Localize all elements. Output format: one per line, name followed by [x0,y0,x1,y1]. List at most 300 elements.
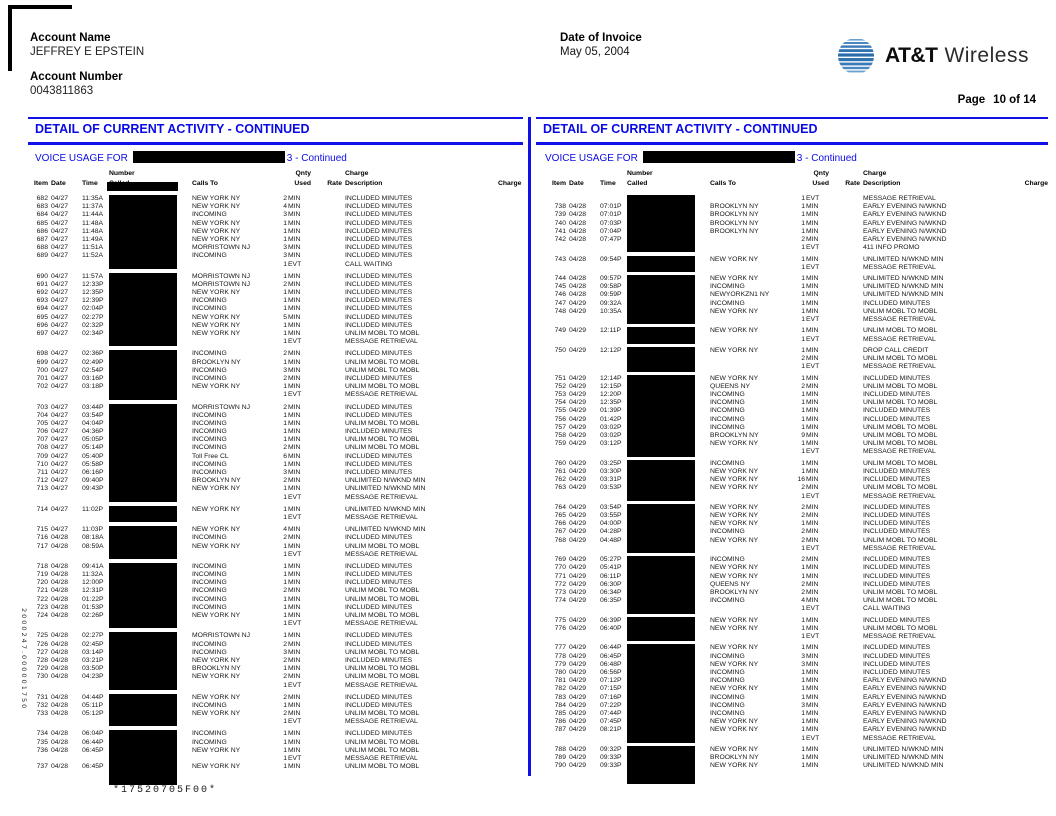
calls-to-cell [702,735,786,743]
rate-cell [832,504,860,512]
rate-cell [314,305,342,313]
number-called-redaction-bar [109,579,177,587]
calls-to-cell [184,494,268,502]
charge-description-cell: INCLUDED MINUTES [863,467,931,475]
rate-cell [832,195,860,203]
number-called-cell [109,453,181,461]
item-number-cell [28,338,48,346]
number-called-cell [109,665,181,673]
number-called-redaction-bar [109,526,177,534]
date-cell: 04/29 [569,572,587,580]
qty-unit: MIN [806,512,819,520]
rate-cell [832,694,860,702]
qty-value: 1 [801,203,805,211]
number-called-cell [109,604,181,612]
date-cell: 04/29 [569,346,587,354]
qty-used-cell [271,739,311,747]
call-record-row [28,359,520,367]
calls-to-cell: INCOMING [710,652,745,660]
date-cell: 04/27 [51,411,69,419]
header-description: Description [345,180,383,187]
call-record-continuation-row [546,264,1048,272]
charge-description-cell: MESSAGE RETRIEVAL [863,335,936,343]
qty-unit: MIN [806,355,819,363]
charge-cell [498,587,520,595]
call-record-row [546,589,1048,597]
number-called-redaction-bar [627,432,695,440]
qty-unit: MIN [806,685,819,693]
rate-cell [314,203,342,211]
date-cell: 04/28 [51,640,69,648]
charge-description-cell: MESSAGE RETRIEVAL [345,391,418,399]
number-called-cell [627,236,699,244]
call-record-row [546,762,1048,770]
charge-cell [498,330,520,338]
number-called-redaction-bar [109,453,177,461]
qty-unit: EVT [288,681,302,689]
qty-value: 1 [283,730,287,738]
number-called-cell [109,747,181,755]
calls-to-cell: INCOMING [192,587,227,595]
call-record-row [28,469,520,477]
qty-value: 3 [801,652,805,660]
qty-value: 4 [283,526,287,534]
calls-to-cell: INCOMING [192,640,227,648]
calls-to-cell [702,195,786,203]
rate-cell [314,469,342,477]
date-cell: 04/29 [569,307,587,315]
item-number-cell: 746 [554,291,566,299]
time-cell: 10:35A [600,307,622,315]
date-cell: 04/29 [569,597,587,605]
time-cell: 09:32A [600,299,622,307]
qty-unit: EVT [288,493,302,501]
call-record-row [28,444,520,452]
time-cell: 03:54P [600,503,622,511]
charge-description-cell: INCLUDED MINUTES [863,476,931,484]
number-called-redaction-bar [109,739,177,747]
number-called-cell [109,338,181,346]
call-record-row [28,322,520,330]
rate-cell [314,673,342,681]
qty-unit: MIN [288,534,301,542]
calls-to-cell: NEW YORK NY [192,330,241,337]
item-number-cell: 739 [554,211,566,219]
rate-cell [832,762,860,770]
qty-unit: MIN [806,423,819,431]
qty-unit: EVT [806,335,820,343]
call-record-row [28,604,520,612]
charge-cell [1016,448,1048,456]
rate-cell [832,644,860,652]
number-called-redaction-bar [109,477,177,485]
qty-value: 1 [283,330,287,337]
time-cell: 09:33P [600,762,622,770]
number-called-redaction-bar [109,195,177,203]
qty-used-cell [789,685,829,693]
calls-to-cell: INCOMING [192,571,227,579]
calls-to-cell: BROOKLYN NY [710,227,759,235]
charge-cell [1016,399,1048,407]
item-number-cell: 782 [554,685,566,693]
charge-cell [498,281,520,289]
charge-description-cell: INCLUDED MINUTES [345,579,413,587]
number-called-redaction-bar [109,236,177,244]
qty-value: 3 [801,701,805,709]
number-called-cell [109,702,181,710]
time-cell: 01:53P [82,603,104,611]
number-called-redaction-bar [627,416,695,424]
calls-to-cell: INCOMING [192,252,227,260]
qty-unit: EVT [806,544,820,552]
number-called-redaction-bar [109,244,177,252]
rate-cell [832,746,860,754]
qty-unit: MIN [806,407,819,415]
qty-value: 1 [801,709,805,717]
item-number-cell [546,363,566,371]
item-number-cell: 717 [36,542,48,550]
number-called-cell [627,754,699,762]
charge-cell [498,453,520,461]
date-cell: 04/27 [51,485,69,493]
date-cell: 04/28 [51,648,69,656]
date-cell: 04/27 [51,477,69,485]
call-record-row [28,702,520,710]
charge-description-cell: EARLY EVENING N/WKND [863,203,947,211]
number-called-redaction-bar [627,468,695,476]
qty-value: 1 [801,374,805,382]
charge-description-cell: INCLUDED MINUTES [863,580,931,588]
item-number-cell: 774 [554,597,566,605]
date-cell: 04/29 [569,520,587,528]
table-header-row2 [28,179,520,190]
qty-unit: EVT [288,338,302,346]
item-number-cell: 740 [554,219,566,227]
number-called-cell [627,355,699,363]
item-number-cell: 761 [554,467,566,475]
brand-wireless-text: Wireless [944,44,1029,67]
qty-used-cell [271,289,311,297]
time-cell: 06:11P [600,572,622,580]
date-cell: 04/27 [51,227,69,235]
number-called-redaction-bar [627,363,695,371]
charge-description-cell: INCLUDED MINUTES [345,428,413,436]
qty-used-cell [789,363,829,371]
qty-used-cell [789,432,829,440]
time-cell [600,363,624,371]
phone-number-redaction-bar [643,151,795,163]
calls-to-cell: INCOMING [710,459,745,467]
qty-unit: MIN [288,297,301,305]
number-called-redaction-bar [109,506,177,514]
time-cell: 12:15P [600,382,622,390]
qty-value: 5 [283,313,287,321]
call-record-row [28,763,520,771]
call-record-row [546,669,1048,677]
qty-used-cell [271,718,311,726]
item-number-cell: 762 [554,476,566,484]
number-called-cell [109,220,181,228]
qty-used-cell [789,726,829,734]
item-number-cell: 745 [554,283,566,291]
time-cell: 02:32P [82,321,104,329]
qty-used-cell [271,587,311,595]
charge-cell [1016,677,1048,685]
time-cell [600,264,624,272]
rate-cell [314,420,342,428]
qty-unit: MIN [806,652,819,660]
qty-used-cell [789,746,829,754]
qty-unit: MIN [806,440,819,448]
calls-to-cell: NEW YORK NY [192,526,241,534]
call-record-continuation-row [546,336,1048,344]
qty-unit: MIN [288,648,301,656]
time-cell: 05:41P [600,564,622,572]
date-cell: 04/27 [51,444,69,452]
charge-cell [498,305,520,313]
charge-cell [498,367,520,375]
date-cell: 04/29 [569,399,587,407]
number-called-redaction-bar [109,673,177,681]
number-called-cell [627,211,699,219]
call-record-row [546,564,1048,572]
number-called-redaction-bar [109,747,177,755]
number-called-cell [627,528,699,536]
charge-cell [1016,308,1048,316]
qty-unit: MIN [806,726,819,734]
time-cell [82,338,106,346]
date-cell: 04/28 [569,255,587,263]
date-cell: 04/27 [51,330,69,337]
qty-value: 16 [797,476,805,484]
charge-description-cell: INCLUDED MINUTES [345,562,413,570]
time-cell: 09:32P [600,745,622,753]
number-called-redaction-bar [627,735,695,743]
number-called-cell [627,685,699,693]
call-record-continuation-row [28,718,520,726]
call-record-row [28,203,520,211]
rate-cell [832,283,860,291]
number-called-redaction-bar [109,412,177,420]
qty-unit: MIN [806,572,819,580]
calls-to-cell: INCOMING [192,595,227,603]
number-called-redaction-bar [627,327,695,335]
qty-value: 1 [801,195,805,202]
item-number-cell [28,718,48,726]
charge-cell [498,338,520,346]
qty-value: 2 [283,640,287,648]
item-number-cell: 693 [36,297,48,305]
call-record-row [28,506,520,514]
number-called-cell [627,605,699,613]
charge-description-cell: INCLUDED MINUTES [345,460,413,468]
time-cell: 07:22P [600,701,622,709]
calls-to-cell: NEW YORK NY [192,693,241,701]
qty-used-cell [789,476,829,484]
time-cell: 11:03P [82,526,104,534]
table-header-row1 [28,169,520,179]
calls-to-cell: MORRISTOWN NJ [192,280,251,288]
qty-used-cell [271,453,311,461]
number-called-cell [627,228,699,236]
item-number-cell: 741 [554,227,566,235]
qty-value: 3 [283,244,287,252]
calls-to-cell [702,493,786,501]
calls-to-cell [702,264,786,272]
qty-value: 1 [283,571,287,579]
qty-used-cell [789,468,829,476]
number-called-redaction-bar [627,300,695,308]
qty-unit: MIN [806,754,819,762]
number-called-cell [627,702,699,710]
calls-to-cell: BROOKLYN NY [710,219,759,227]
date-cell: 04/28 [51,595,69,603]
rate-cell [832,597,860,605]
date-cell: 04/29 [569,709,587,717]
charge-description-cell: INCLUDED MINUTES [345,289,413,297]
called-header-redaction-bar [107,182,178,191]
charge-description-cell: INCLUDED MINUTES [345,730,413,738]
rate-cell [314,281,342,289]
call-record-row [28,305,520,313]
number-called-redaction-bar [109,551,177,559]
time-cell [600,355,624,363]
date-cell: 04/29 [569,677,587,685]
number-called-redaction-bar [627,484,695,492]
call-record-row [546,460,1048,468]
qty-unit: EVT [288,550,302,558]
number-called-redaction-bar [627,375,695,383]
number-called-cell [627,300,699,308]
date-cell: 04/28 [51,673,69,681]
qty-used-cell [271,428,311,436]
calls-to-cell: MORRISTOWN NJ [192,244,251,252]
call-record-continuation-row [28,755,520,763]
calls-to-cell: INCOMING [710,669,745,676]
number-called-cell [109,350,181,358]
qty-used-cell [271,649,311,657]
charge-description-cell: UNLIMITED N/WKND MIN [863,754,944,762]
calls-to-cell: INCOMING [192,366,227,374]
qty-used-cell [789,484,829,492]
qty-used-cell [271,534,311,542]
number-called-cell [109,211,181,219]
qty-used-cell [789,605,829,613]
date-cell: 04/27 [51,383,69,391]
header-rate: Rate [845,180,860,187]
calls-to-cell: INCOMING [710,299,745,307]
rate-cell [832,203,860,211]
charge-description-cell: INCLUDED MINUTES [345,534,413,542]
number-called-redaction-bar [109,494,177,502]
number-called-cell [627,203,699,211]
rate-cell [832,476,860,484]
charge-cell [498,526,520,534]
charge-description-cell: EARLY EVENING N/WKND [863,677,947,685]
charge-cell [1016,336,1048,344]
invoice-date-block [560,31,642,59]
call-record-row [28,563,520,571]
number-called-cell [109,514,181,522]
qty-value: 1 [283,542,287,550]
item-number-cell: 709 [36,452,48,460]
number-called-redaction-bar [627,589,695,597]
number-called-cell [109,252,181,260]
call-record-row [28,587,520,595]
qty-unit: MIN [806,644,819,652]
time-cell: 07:01P [600,203,622,211]
call-record-continuation-row [28,338,520,346]
rate-cell [832,399,860,407]
number-called-redaction-bar [627,633,695,641]
charge-cell [498,514,520,522]
time-cell: 09:54P [600,255,622,263]
qty-unit: MIN [288,640,301,648]
qty-used-cell [789,589,829,597]
charge-cell [498,322,520,330]
item-number-cell [28,261,48,269]
calls-to-cell: INCOMING [192,374,227,382]
rate-cell [832,363,860,371]
date-cell: 04/29 [569,440,587,448]
qty-unit: MIN [288,272,301,280]
rate-cell [832,537,860,545]
date-cell [569,448,597,456]
time-cell [600,493,624,501]
rate-cell [832,432,860,440]
number-called-redaction-bar [109,469,177,477]
number-called-redaction-bar [109,367,177,375]
charge-cell [498,718,520,726]
charge-description-cell: MESSAGE RETRIEVAL [863,633,936,641]
charge-description-cell: INCLUDED MINUTES [863,652,931,660]
qty-unit: MIN [806,219,819,227]
number-called-redaction-bar [109,338,177,346]
item-number-cell [28,620,48,628]
qty-used-cell [271,211,311,219]
qty-unit: EVT [288,391,302,399]
number-called-redaction-bar [627,460,695,468]
qty-used-cell [789,244,829,252]
item-number-cell: 760 [554,459,566,467]
charge-description-cell: INCLUDED MINUTES [345,640,413,648]
charge-description-cell: INCLUDED MINUTES [345,211,413,219]
number-called-cell [109,649,181,657]
header-called: Called [627,180,648,187]
number-called-cell [627,375,699,383]
charge-cell [1016,520,1048,528]
voice-usage-prefix: VOICE USAGE FOR [545,153,638,164]
number-called-redaction-bar [109,718,177,726]
number-called-redaction-bar [109,305,177,313]
charge-cell [1016,283,1048,291]
qty-used-cell [789,300,829,308]
time-cell: 05:12P [82,710,104,718]
qty-value: 1 [801,448,805,456]
item-number-cell: 729 [36,665,48,673]
number-called-cell [627,291,699,299]
item-number-cell: 724 [36,612,48,619]
number-called-cell [627,195,699,203]
charge-cell [1016,440,1048,448]
time-cell [82,391,106,399]
calls-to-cell: NEW YORK NY [710,327,759,335]
item-number-cell: 781 [554,677,566,685]
charge-description-cell: INCLUDED MINUTES [345,280,413,288]
item-number-cell [28,514,48,522]
charge-description-cell: INCLUDED MINUTES [345,313,413,321]
time-cell: 03:50P [82,665,104,673]
